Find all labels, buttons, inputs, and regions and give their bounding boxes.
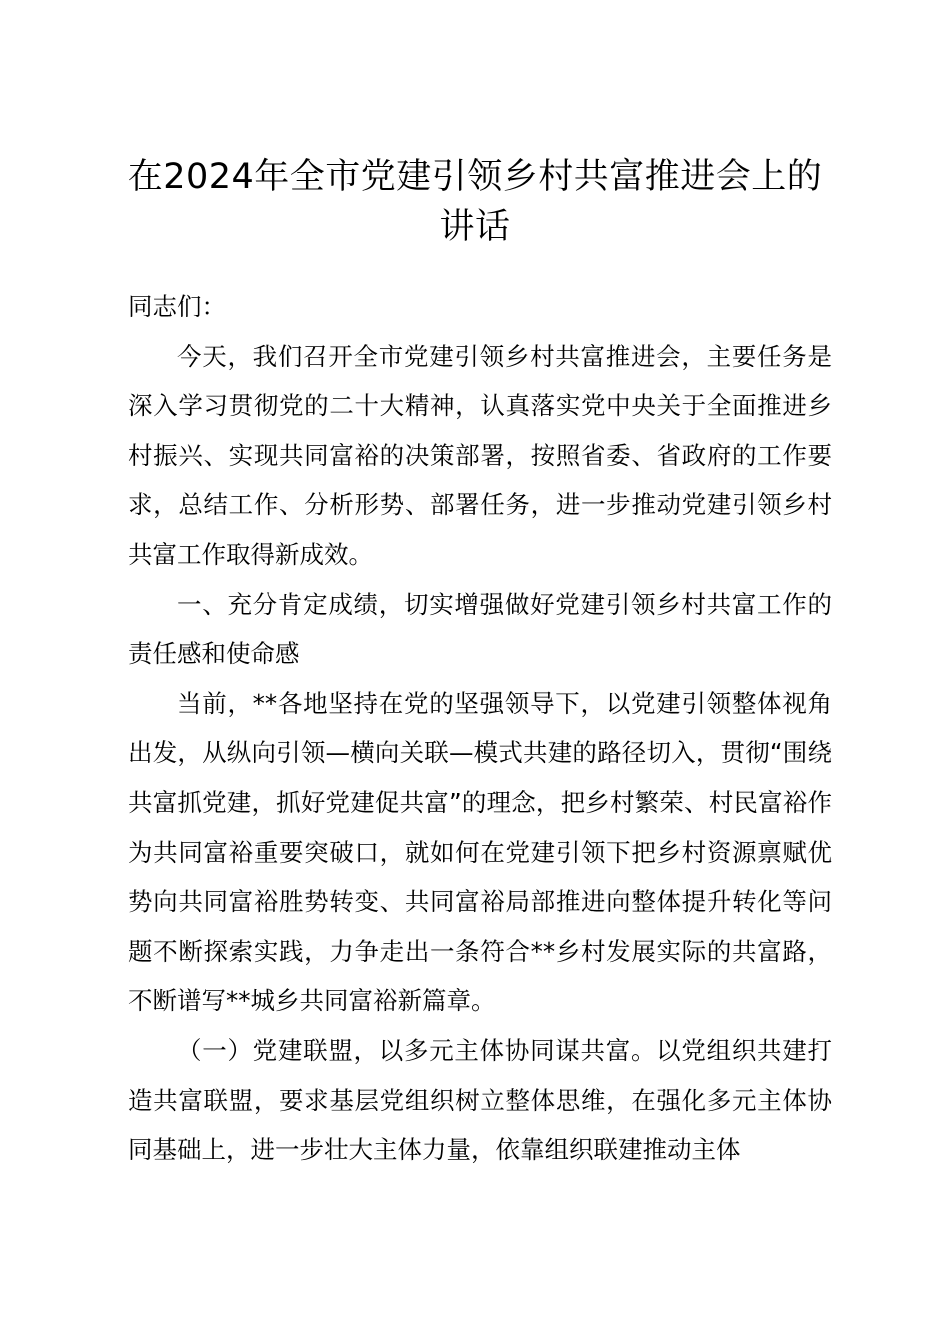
document-body <box>128 282 832 1175</box>
section-heading-1: 一、充分肯定成绩，切实增强做好党建引领乡村共富工作的责任感和使命感 <box>128 589 832 669</box>
paragraph-opening: 今天，我们召开全市党建引领乡村共富推进会，主要任务是深入学习贯彻党的二十大精神，认真落实党中央关于全面推进乡村振兴、实现共同富裕的决策部署，按照省委、省政府的工作要求，总结工作、分析形势、部署任务，进一步推动党建引领乡村共富工作取得新成效。 <box>128 341 832 569</box>
paragraph-current-situation: 当前，**各地坚持在党的坚强领导下，以党建引领整体视角出发，从纵向引领—横向关联—模式共建的路径切入，贯彻“围绕共富抓党建，抓好党建促共富”的理念，把乡村繁荣、村民富裕作为共同富裕重要突破口，就如何在党建引领下把乡村资源禀赋优势向共同富裕胜势转变、共同富裕局部推进向整体提升转化等问题不断探索实践，力争走出一条符合**乡村发展实际的共富路，不断谱写**城乡共同富裕新篇章。 <box>128 688 832 1016</box>
title-line-1: 在2024年全市党建引领乡村共富推进会上的 <box>127 157 823 197</box>
salutation: 同志们： <box>128 292 226 321</box>
paragraph-party-alliance: （一）党建联盟，以多元主体协同谋共富。以党组织共建打造共富联盟，要求基层党组织树立整体思维，在强化多元主体协同基础上，进一步壮大主体力量，依靠组织联建推动主体 <box>128 1035 832 1165</box>
title-line-2: 讲话 <box>439 207 511 247</box>
document-title <box>110 152 840 252</box>
